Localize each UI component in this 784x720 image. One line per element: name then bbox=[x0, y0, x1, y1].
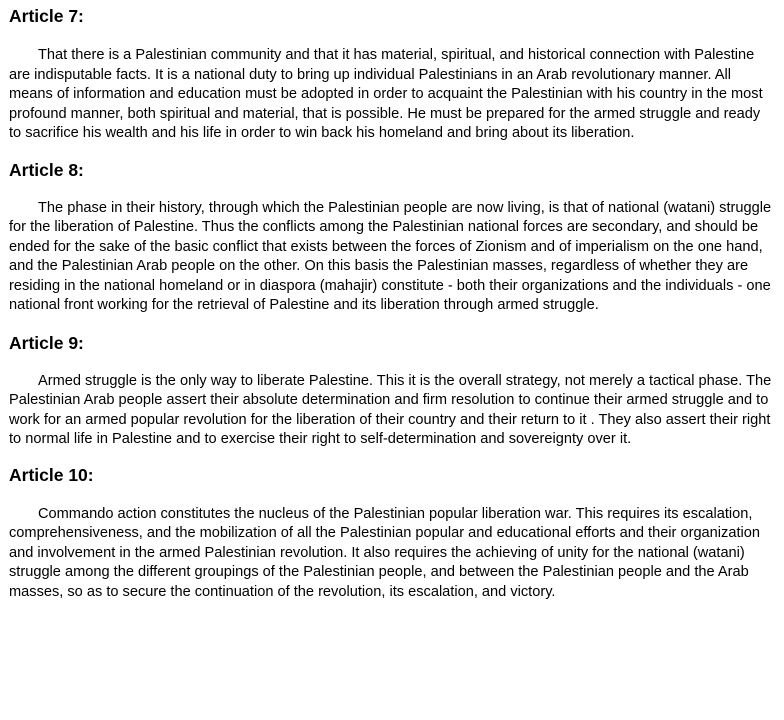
article-10 bbox=[9, 465, 776, 603]
article-heading: Article 7: bbox=[9, 6, 84, 26]
article-paragraph: Armed struggle is the only way to liberate Palestine. This it is the overall strategy, not merely a tactical phase. The Palestinian Arab people assert their absolute determination and firm resolution to continue their armed struggle and to work for an armed popular revolution for the liberation of their country and their return to it . They also assert their right to normal life in Palestine and to exercise their right to self-determination and sovereignty over it. bbox=[9, 372, 772, 447]
article-heading: Article 10: bbox=[9, 464, 94, 485]
article-paragraph: That there is a Palestinian community and that it has material, spiritual, and historical connection with Palestine are indisputable facts. It is a national duty to bring up individual Palestinians in an Arab revolutionary manner. All means of information and education must be adopted in order to acquaint the Palestinian with his country in the most profound manner, both spiritual and material, that is possible. He must be prepared for the armed struggle and ready to sacrifice his wealth and his life in order to win back his homeland and bring about its liberation. bbox=[9, 47, 763, 141]
article-8 bbox=[9, 160, 776, 316]
article-paragraph: The phase in their history, through which the Palestinian people are now living, is that of national (watani) struggle for the liberation of Palestine. Thus the conflicts among the Palestinian national forces are secondary, and should be ended for the sake of the basic conflict that exists between the forces of Zionism and of imperialism on the one hand, and the Palestinian Arab people on the other. On this basis the Palestinian masses, regardless of whether they are residing in the national homeland or in diaspora (mahajir) constitute - both their organizations and the individuals - one national front working for the retrieval of Palestine and its liberation through armed struggle. bbox=[9, 199, 772, 313]
article-heading: Article 8: bbox=[9, 159, 84, 180]
article-7 bbox=[9, 0, 776, 144]
article-paragraph: Commando action constitutes the nucleus of the Palestinian popular liberation war. This requires its escalation, comprehensiveness, and the mobilization of all the Palestinian popular and educational efforts and their organization and involvement in the armed Palestinian revolution. It also requires the achieving of unity for the national (watani) struggle among the different groupings of the Palestinian people, and between the Palestinian people and the Arab masses, so as to secure the continuation of the revolution, its escalation, and victory. bbox=[9, 505, 760, 600]
article-9 bbox=[9, 333, 776, 450]
article-heading: Article 9: bbox=[9, 332, 84, 353]
